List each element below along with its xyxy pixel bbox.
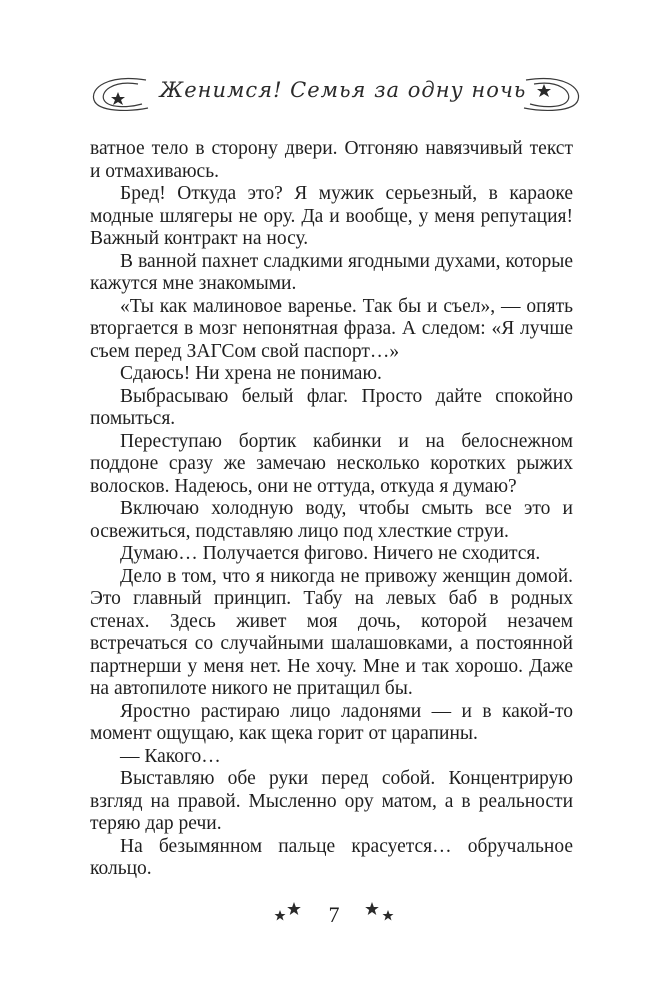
paragraph: Сдаюсь! Ни хрена не понимаю. [120,363,382,384]
right-star-icon [537,84,551,97]
paragraph: Включаю холодную воду, чтобы смыть все это и освежиться, подставляю лицо под хлесткие струи. [90,498,573,542]
paragraph: «Ты как малиновое варенье. Так бы и съел», — опять вторгается в мозг непонятная фраза. А следом: «Я лучше съем перед ЗАГСом свой паспорт…» [90,295,573,362]
paragraph: Бред! Откуда это? Я мужик серьезный, в караоке модные шлягеры не ору. Да и вообще, у меня репутация! Важный контракт на носу. [90,183,573,249]
paragraph: Дело в том, что я никогда не привожу женщин домой. Это главный принцип. Табу на левых баб в родных стенах. Здесь живет моя дочь, которой незачем встречаться со случайными шалашовками, а постоянной партнерши у меня нет. Не хочу. Мне и так хорошо. Даже на автопилоте никого не притащил бы. [90,565,573,699]
paragraph: На безымянном пальце красуется… обручальное кольцо. [90,835,573,879]
page-number: 7 [328,902,340,927]
left-star-icon [111,92,125,105]
book-title: Женимся! Семья за одну ночь [159,78,527,102]
paragraph: В ванной пахнет сладкими ягодными духами, которые кажутся мне знакомыми. [90,250,573,294]
paragraph: Выставляю обе руки перед собой. Концентрирую взгляд на правой. Мысленно ору матом, а в реальности теряю дар речи. [90,768,573,834]
right-swirl-icon [524,79,579,111]
paragraph: Выбрасываю белый флаг. Просто дайте спокойно помыться. [90,385,573,429]
page-body [90,138,573,881]
paragraph: — Какого… [120,745,221,767]
running-header [88,70,584,120]
page-footer [250,896,418,936]
paragraph: Яростно растираю лицо ладонями — и в какой-то момент ощущаю, как щека горит от царапины. [90,700,573,744]
paragraph: Думаю… Получается фигово. Ничего не сходится. [120,543,541,564]
paragraph: ватное тело в сторону двери. Отгоняю навязчивый текст и отмахиваюсь. [90,138,573,182]
paragraph: Переступаю бортик кабинки и на белоснежном поддоне сразу же замечаю несколько коротких рыжих волосков. Надеюсь, они не оттуда, откуда я думаю? [90,430,573,497]
left-swirl-icon [93,79,148,111]
